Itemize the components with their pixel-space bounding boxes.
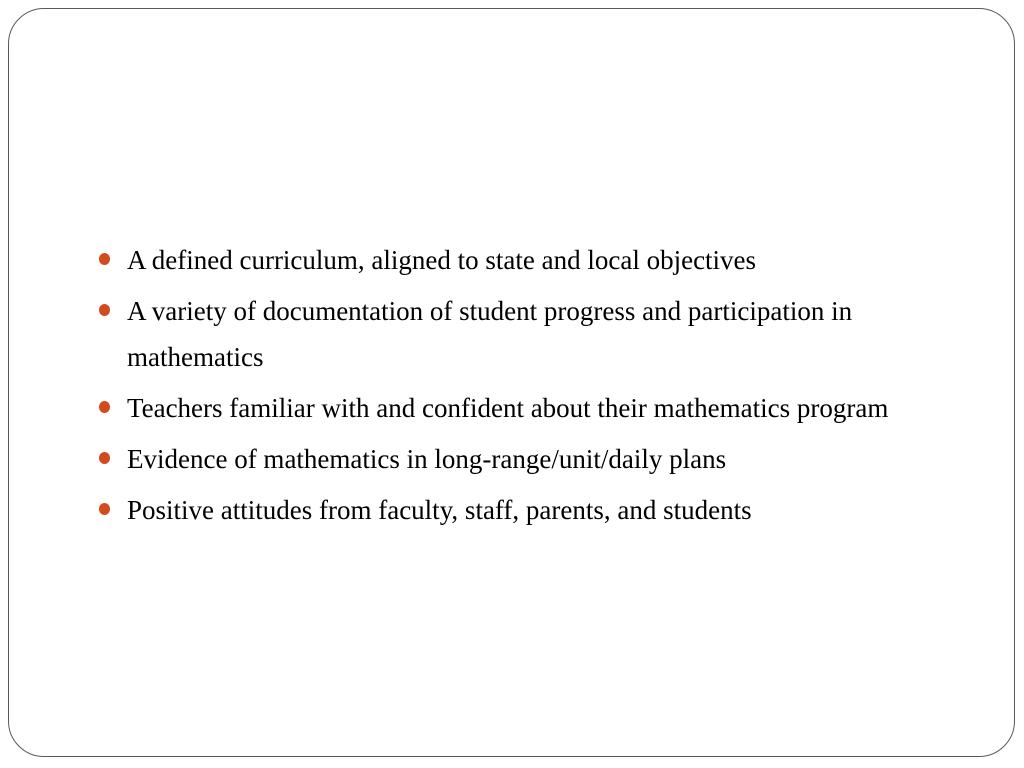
bullet-text: Positive attitudes from faculty, staff, parents, and students — [127, 495, 752, 525]
bullet-text: Evidence of mathematics in long-range/unit/daily plans — [127, 444, 727, 474]
bullet-dot-icon — [99, 253, 110, 265]
slide-frame — [8, 8, 1015, 757]
bullet-dot-icon — [99, 452, 110, 464]
bullet-item — [97, 237, 957, 283]
bullet-dot-icon — [99, 503, 110, 515]
bullet-dot-icon — [99, 401, 110, 413]
bullet-item — [97, 385, 957, 431]
bullet-item — [97, 487, 957, 533]
bullet-text: Teachers familiar with and confident about their mathematics program — [127, 393, 889, 423]
bullet-text: A variety of documentation of student progress and participation in mathematics — [127, 296, 853, 372]
bullet-item — [97, 436, 957, 482]
bullet-list — [97, 237, 957, 538]
bullet-text: A defined curriculum, aligned to state and local objectives — [127, 245, 757, 275]
bullet-dot-icon — [99, 304, 110, 316]
bullet-item — [97, 288, 957, 380]
